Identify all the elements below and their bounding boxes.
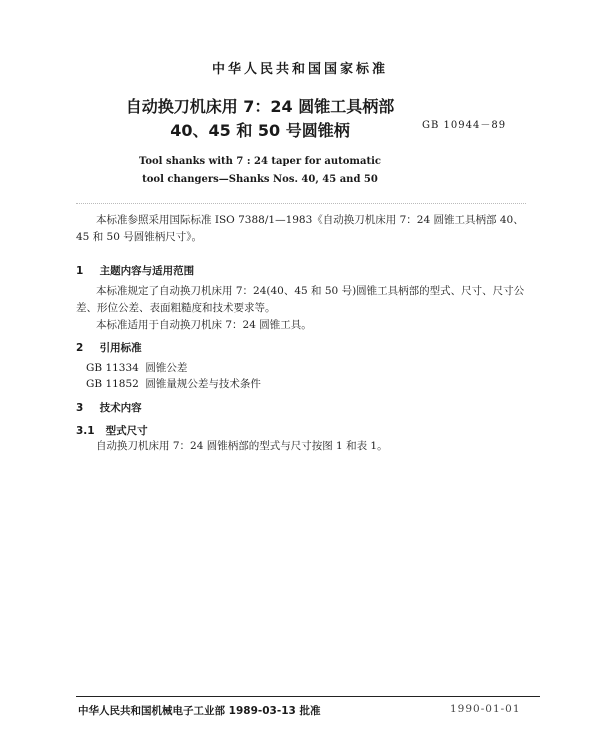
section-1-paragraph-2: 本标准适用于自动换刀机床 7：24 圆锥工具。 — [96, 319, 312, 331]
section-title: 型式尺寸 — [105, 425, 148, 437]
section-number: 1 — [76, 265, 84, 277]
reference-code: GB 11334 — [86, 362, 139, 374]
standard-number: GB 10944－89 — [422, 120, 507, 131]
reference-code: GB 11852 — [86, 378, 139, 390]
title-cn-line1: 自动换刀机床用 7：24 圆锥工具柄部 — [125, 97, 395, 116]
section-number: 3 — [76, 402, 84, 414]
section-title: 主题内容与适用范围 — [99, 265, 195, 277]
title-english — [120, 153, 400, 189]
section-number: 3.1 — [76, 425, 95, 437]
section-1-paragraph-1: 本标准规定了自动换刀机床用 7：24(40、45 和 50 号)圆锥工具柄部的型式、尺寸、尺寸公差、形位公差、表面粗糙度和技术要求等。 — [76, 285, 525, 314]
approval-line: 中华人民共和国机械电子工业部 1989-03-13 批准 — [78, 705, 321, 717]
reference-name: 圆锥量规公差与技术条件 — [145, 378, 261, 390]
section-2-heading — [76, 340, 142, 355]
implementation-date: 1990-01-01 — [450, 703, 521, 715]
title-chinese — [120, 95, 400, 143]
section-3-1-heading — [76, 423, 148, 438]
footer-rule — [76, 696, 540, 697]
section-3-1-paragraph: 自动换刀机床用 7：24 圆锥柄部的型式与尺寸按图 1 和表 1。 — [96, 440, 388, 452]
intro-paragraph: 本标准参照采用国际标准 ISO 7388/1—1983《自动换刀机床用 7：24 圆锥工具柄部 40、45 和 50 号圆锥柄尺寸》。 — [76, 214, 524, 243]
section-title: 引用标准 — [99, 342, 142, 354]
section-1-heading — [76, 263, 194, 278]
reference-name: 圆锥公差 — [145, 362, 188, 374]
reference-item — [86, 376, 261, 391]
section-3-heading — [76, 400, 142, 415]
section-number: 2 — [76, 342, 84, 354]
standard-header: 中华人民共和国国家标准 — [211, 62, 388, 77]
reference-item — [86, 360, 187, 375]
title-en-line1: Tool shanks with 7 : 24 taper for automatic — [139, 156, 381, 167]
title-en-line2: tool changers—Shanks Nos. 40, 45 and 50 — [142, 174, 378, 185]
divider — [76, 203, 526, 204]
section-title: 技术内容 — [99, 402, 142, 414]
title-cn-line2: 40、45 和 50 号圆锥柄 — [170, 121, 350, 140]
